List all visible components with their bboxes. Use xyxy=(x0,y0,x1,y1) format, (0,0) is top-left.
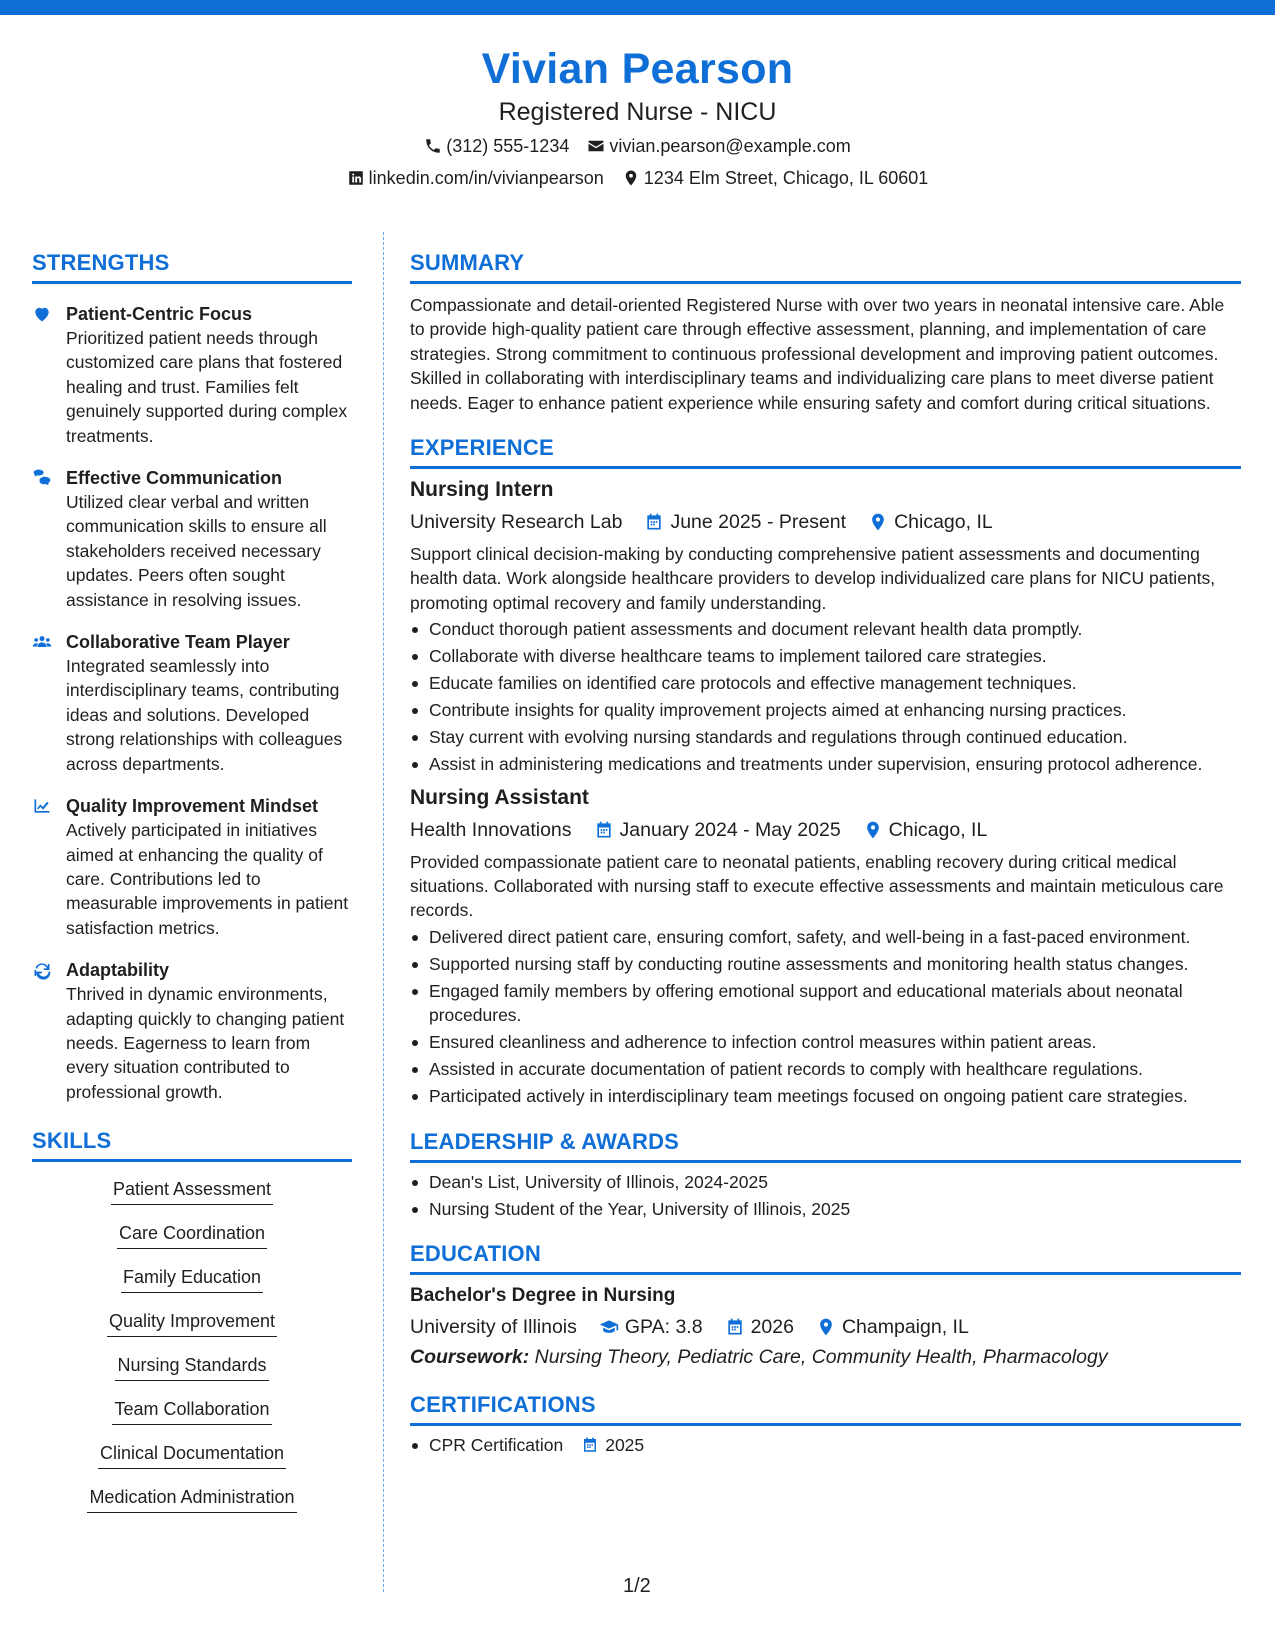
bullet-item: Collaborate with diverse healthcare teams to implement tailored care strategies. xyxy=(410,644,1241,668)
education-year: 2026 xyxy=(750,1316,794,1339)
phone-text: (312) 555-1234 xyxy=(446,136,570,156)
education-location: Champaign, IL xyxy=(841,1316,969,1339)
strength-item xyxy=(32,630,352,776)
calendar-icon xyxy=(725,1317,745,1337)
map-marker-icon xyxy=(816,1317,836,1337)
column-divider xyxy=(383,232,384,1592)
calendar-icon xyxy=(644,512,664,532)
map-marker-icon xyxy=(868,512,888,532)
bullet-item: Engaged family members by offering emotional support and educational materials about neonatal procedures. xyxy=(410,979,1241,1028)
job-location: Chicago, IL xyxy=(894,511,993,534)
certifications-section xyxy=(410,1390,1241,1457)
experience-section xyxy=(410,433,1241,1109)
linkedin-icon xyxy=(347,169,365,187)
summary-text: Compassionate and detail-oriented Registered Nurse with over two years in neonatal intensive care. Able to provide high-quality patient care through effective assessment, planning, and implementation of care strategies. Strong commitment to continuous professional development and improving patient outcomes. Skilled in collaborating with interdisciplinary teams and individualizing care plans to meet diverse patient needs. Eager to enhance patient experience while ensuring safety and comfort during critical situations. xyxy=(410,295,1225,413)
job-entry xyxy=(410,475,1241,777)
strength-text: Utilized clear verbal and written communication skills to ensure all stakeholders received necessary updates. Peers often sought assistance in resolving issues. xyxy=(66,492,327,610)
calendar-icon xyxy=(594,820,614,840)
coursework-label: Coursework: xyxy=(410,1346,530,1369)
job-title: Nursing Assistant xyxy=(410,785,589,809)
top-accent-bar xyxy=(0,0,1275,15)
skill-item: Care Coordination xyxy=(117,1220,267,1249)
strength-text: Prioritized patient needs through customized care plans that fostered healing and trust. Families felt genuinely supported during complex treatments. xyxy=(66,328,348,446)
award-item: Dean's List, University of Illinois, 2024-2025 xyxy=(410,1170,1241,1194)
certification-item xyxy=(410,1433,1241,1457)
job-bullets xyxy=(410,617,1241,776)
education-section xyxy=(410,1239,1241,1372)
awards-section xyxy=(410,1127,1241,1221)
strength-title: Patient-Centric Focus xyxy=(66,304,253,324)
bullet-item: Contribute insights for quality improvement projects aimed at enhancing nursing practices. xyxy=(410,698,1241,722)
comments-icon xyxy=(32,468,52,488)
bullet-item: Delivered direct patient care, ensuring comfort, safety, and well-being in a fast-paced environment. xyxy=(410,925,1241,949)
job-meta xyxy=(410,507,1241,537)
map-marker-icon xyxy=(622,169,640,187)
email-text: vivian.pearson@example.com xyxy=(609,136,851,156)
graduation-cap-icon xyxy=(599,1317,619,1337)
phone-contact[interactable] xyxy=(424,134,569,158)
page-number: 1/2 xyxy=(623,1575,651,1597)
users-icon xyxy=(32,632,52,652)
strength-item xyxy=(32,302,352,448)
skills-title: SKILLS xyxy=(32,1126,352,1162)
resume-header xyxy=(0,40,1275,190)
linkedin-text: linkedin.com/in/vivianpearson xyxy=(368,168,604,188)
experience-title: EXPERIENCE xyxy=(410,433,1241,469)
skill-item: Nursing Standards xyxy=(115,1352,268,1381)
strength-title: Quality Improvement Mindset xyxy=(66,796,319,817)
email-contact[interactable] xyxy=(587,134,850,158)
coursework-text: Nursing Theory, Pediatric Care, Community Health, Pharmacology xyxy=(534,1346,1108,1369)
strength-text: Integrated seamlessly into interdisciplinary teams, contributing ideas and solutions. Developed strong relationships with colleagues across departments. xyxy=(66,656,343,774)
bullet-item: Participated actively in interdisciplinary team meetings focused on ongoing patient care strategies. xyxy=(410,1084,1241,1108)
skill-item: Clinical Documentation xyxy=(98,1440,286,1469)
summary-title: SUMMARY xyxy=(410,248,1241,284)
candidate-role: Registered Nurse - NICU xyxy=(498,98,777,126)
sync-icon xyxy=(32,960,52,980)
bullet-item: Educate families on identified care protocols and effective management techniques. xyxy=(410,671,1241,695)
candidate-name: Vivian Pearson xyxy=(481,45,794,93)
strength-title: Adaptability xyxy=(66,960,170,981)
skill-item: Quality Improvement xyxy=(107,1308,277,1337)
school-name: University of Illinois xyxy=(410,1316,577,1339)
strength-title: Collaborative Team Player xyxy=(66,632,290,653)
calendar-icon xyxy=(581,1436,599,1454)
left-column xyxy=(32,248,352,1528)
job-description: Provided compassionate patient care to neonatal patients, enabling recovery during critical medical situations. Collaborated with nursing staff to execute effective assessments and maintain meticulous care records. xyxy=(410,851,1224,921)
certifications-title: CERTIFICATIONS xyxy=(410,1390,1241,1426)
contact-row-1 xyxy=(0,134,1275,158)
linkedin-contact[interactable] xyxy=(347,166,604,190)
job-company: University Research Lab xyxy=(410,511,623,534)
strength-item xyxy=(32,794,352,940)
job-entry xyxy=(410,783,1241,1109)
heart-icon xyxy=(32,304,52,324)
job-bullets xyxy=(410,925,1241,1109)
education-meta xyxy=(410,1312,1241,1342)
awards-title: LEADERSHIP & AWARDS xyxy=(410,1127,1241,1163)
skill-item: Team Collaboration xyxy=(112,1396,271,1425)
right-column xyxy=(410,248,1241,1460)
job-dates: June 2025 - Present xyxy=(670,511,847,534)
map-marker-icon xyxy=(863,820,883,840)
bullet-item: Assist in administering medications and treatments under supervision, ensuring protocol adherence. xyxy=(410,752,1241,776)
strength-item xyxy=(32,958,352,1104)
bullet-item: Assisted in accurate documentation of patient records to comply with healthcare regulations. xyxy=(410,1057,1241,1081)
gpa-text: GPA: 3.8 xyxy=(624,1316,703,1339)
skill-item: Family Education xyxy=(121,1264,263,1293)
bullet-item: Ensured cleanliness and adherence to infection control measures within patient areas. xyxy=(410,1030,1241,1054)
chart-line-icon xyxy=(32,796,52,816)
certifications-list xyxy=(410,1433,1241,1457)
job-description: Support clinical decision-making by conducting comprehensive patient assessments and documenting health data. Work alongside healthcare providers to develop individualized care plans for NICU patients, promoting optimal recovery and family understanding. xyxy=(410,544,1216,613)
bullet-item: Stay current with evolving nursing standards and regulations through continued education. xyxy=(410,725,1241,749)
skill-item: Medication Administration xyxy=(87,1484,296,1513)
address-text: 1234 Elm Street, Chicago, IL 60601 xyxy=(643,168,929,188)
certification-name: CPR Certification xyxy=(429,1435,564,1456)
strength-text: Actively participated in initiatives aimed at enhancing the quality of care. Contributions led to measurable improvements in patient satisfaction metrics. xyxy=(66,820,349,938)
bullet-item: Conduct thorough patient assessments and document relevant health data promptly. xyxy=(410,617,1241,641)
award-item: Nursing Student of the Year, University of Illinois, 2025 xyxy=(410,1197,1241,1221)
bullet-item: Supported nursing staff by conducting routine assessments and monitoring health status changes. xyxy=(410,952,1241,976)
awards-list xyxy=(410,1170,1241,1221)
address-contact xyxy=(622,166,929,190)
education-title: EDUCATION xyxy=(410,1239,1241,1275)
strength-title: Effective Communication xyxy=(66,468,283,489)
job-title: Nursing Intern xyxy=(410,478,554,502)
skills-list xyxy=(32,1176,352,1528)
envelope-icon xyxy=(587,137,605,155)
degree-title: Bachelor's Degree in Nursing xyxy=(410,1285,676,1307)
strength-item xyxy=(32,466,352,612)
strength-text: Thrived in dynamic environments, adapting quickly to changing patient needs. Eagerness to learn from every situation contributed to professional growth. xyxy=(66,984,345,1102)
job-dates: January 2024 - May 2025 xyxy=(619,818,841,841)
job-company: Health Innovations xyxy=(410,818,572,841)
phone-icon xyxy=(424,137,442,155)
job-location: Chicago, IL xyxy=(888,818,988,841)
strengths-title: STRENGTHS xyxy=(32,248,352,284)
coursework xyxy=(410,1342,1241,1372)
skill-item: Patient Assessment xyxy=(111,1176,273,1205)
contact-row-2 xyxy=(0,166,1275,190)
certification-year: 2025 xyxy=(605,1435,645,1456)
job-meta xyxy=(410,815,1241,845)
